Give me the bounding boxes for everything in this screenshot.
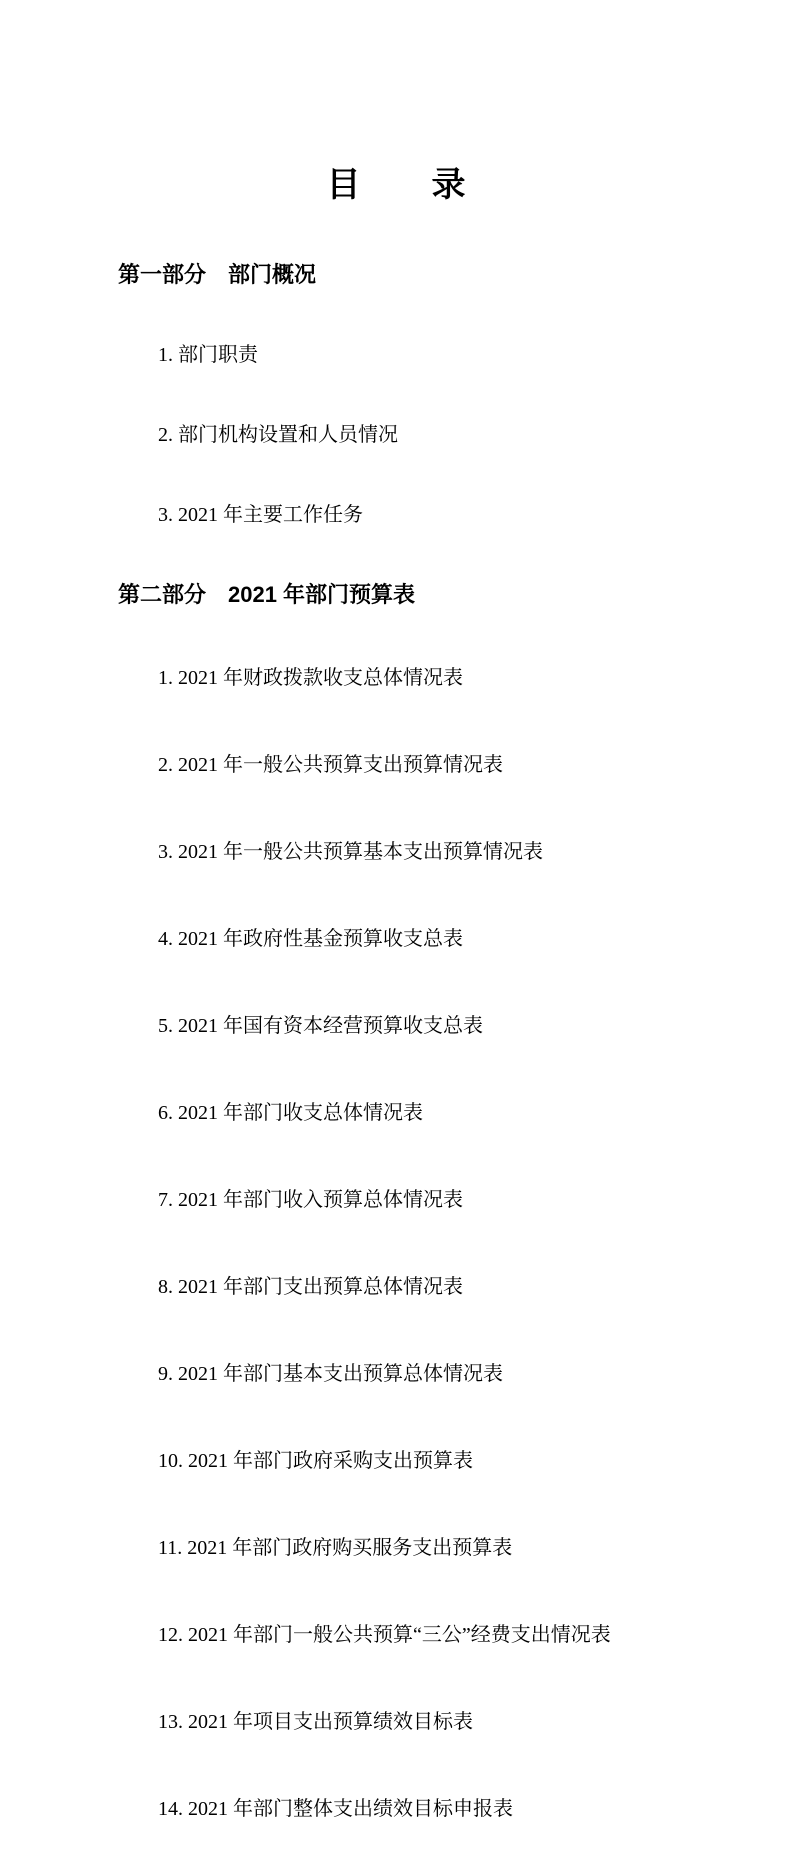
toc-item: 6. 2021 年部门收支总体情况表 <box>158 1102 423 1124</box>
toc-item: 14. 2021 年部门整体支出绩效目标申报表 <box>158 1798 513 1820</box>
toc-item: 3. 2021 年主要工作任务 <box>158 504 363 526</box>
toc-item: 9. 2021 年部门基本支出预算总体情况表 <box>158 1363 503 1385</box>
toc-item: 7. 2021 年部门收入预算总体情况表 <box>158 1189 463 1211</box>
toc-item: 12. 2021 年部门一般公共预算“三公”经费支出情况表 <box>158 1624 611 1646</box>
toc-item: 1. 2021 年财政拨款收支总体情况表 <box>158 667 463 689</box>
toc-item: 11. 2021 年部门政府购买服务支出预算表 <box>158 1537 513 1559</box>
toc-section-part-one-items <box>118 292 753 578</box>
toc-item: 8. 2021 年部门支出预算总体情况表 <box>158 1276 463 1298</box>
table-of-contents <box>118 258 753 1876</box>
toc-section-heading-part-two: 第二部分 2021 年部门预算表 <box>118 582 416 607</box>
toc-item: 10. 2021 年部门政府采购支出预算表 <box>158 1450 473 1472</box>
page-title: 目 录 <box>326 167 467 204</box>
toc-section-part-two-items <box>118 612 753 1876</box>
toc-item: 13. 2021 年项目支出预算绩效目标表 <box>158 1711 473 1733</box>
toc-item: 5. 2021 年国有资本经营预算收支总表 <box>158 1015 483 1037</box>
toc-section-heading-part-one: 第一部分 部门概况 <box>118 262 317 287</box>
toc-item: 4. 2021 年政府性基金预算收支总表 <box>158 928 463 950</box>
toc-item: 3. 2021 年一般公共预算基本支出预算情况表 <box>158 841 543 863</box>
toc-item: 2. 2021 年一般公共预算支出预算情况表 <box>158 754 503 776</box>
toc-item: 2. 部门机构设置和人员情况 <box>158 424 398 446</box>
toc-item: 1. 部门职责 <box>158 344 258 366</box>
